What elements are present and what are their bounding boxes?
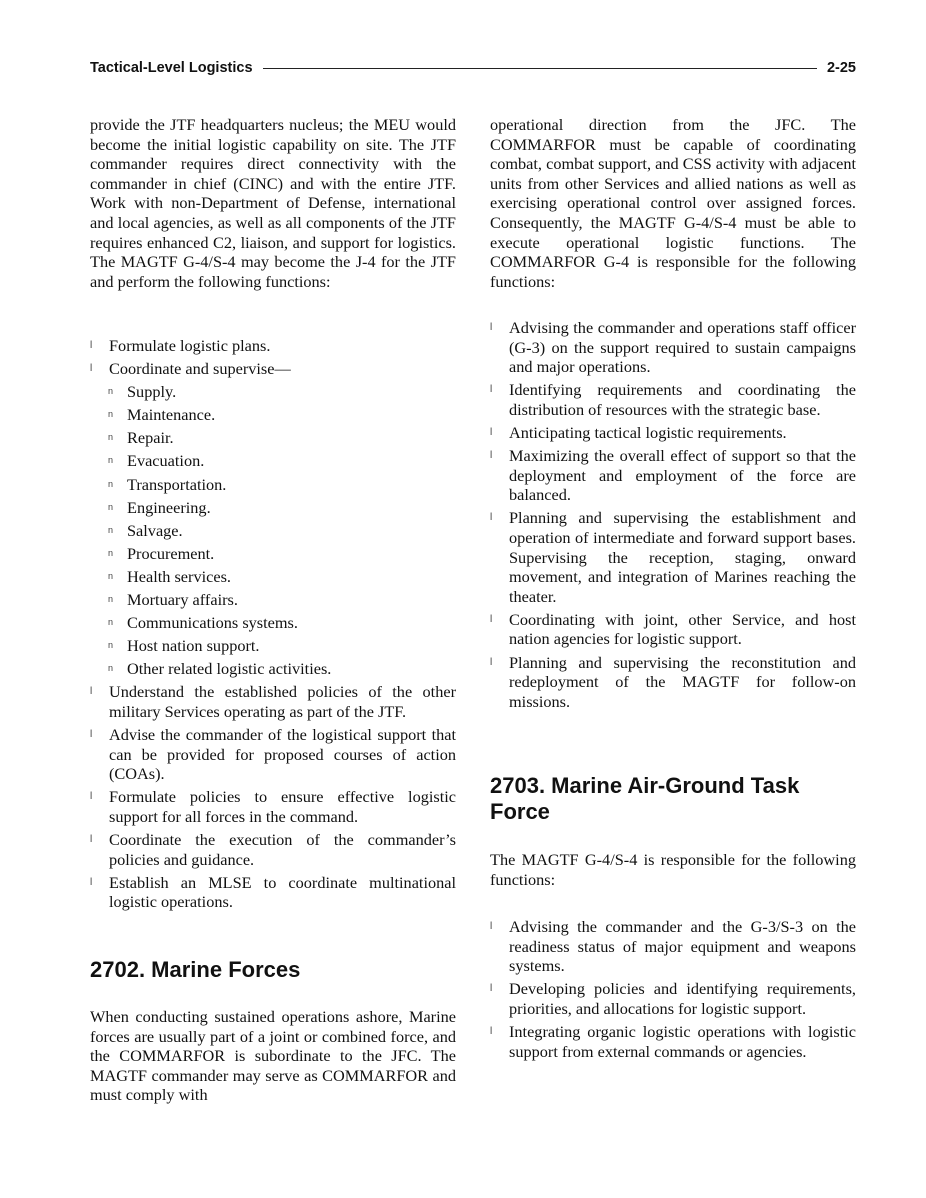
bullet-icon: l — [490, 656, 493, 668]
list-item — [90, 682, 456, 721]
bullet-icon: l — [490, 512, 493, 524]
list-item-text: Developing policies and identifying requirements, priorities, and allocations for logistic support. — [509, 979, 856, 1018]
sub-list-item — [90, 451, 456, 471]
list-item-text: Coordinate the execution of the commander’s policies and guidance. — [109, 830, 456, 869]
bullet-icon: l — [490, 921, 493, 932]
sub-bullet-icon: n — [108, 432, 114, 443]
left-section-para — [90, 1007, 456, 1105]
bullet-icon: l — [90, 876, 93, 888]
list-item-text: Maintenance. — [127, 405, 216, 425]
sub-list-item — [90, 567, 456, 587]
list-item-text: Salvage. — [127, 520, 183, 540]
list-item-text: Establish an MLSE to coordinate multinational logistic operations. — [109, 872, 456, 912]
list-item-text: Anticipating tactical logistic requirements. — [509, 422, 787, 442]
paragraph: operational direction from the JFC. The COMMARFOR must be capable of coordinating combat, combat support, and CSS activity with adjacent units from other Services and allied nations as well as exercising operational control over assigned forces. Consequently, the MAGTF G-4/S-4 must be able to execute operational logistic functions. The COMMARFOR G-4 is responsible for the following functions: — [490, 115, 856, 291]
list-item-text: Planning and supervising the reconstitution and redeployment of the MAGTF for follow-on missions. — [509, 652, 856, 711]
header-rule — [263, 68, 817, 69]
list-item — [90, 336, 456, 356]
page-number: 2-25 — [826, 60, 856, 76]
list-item — [90, 830, 456, 869]
header-title: Tactical-Level Logistics — [90, 60, 253, 76]
list-item — [90, 873, 456, 912]
sub-list-item — [90, 428, 456, 448]
sub-bullet-icon: n — [108, 386, 114, 397]
sub-list-item — [90, 659, 456, 679]
list-item-text: Repair. — [127, 428, 174, 448]
list-item — [490, 653, 856, 712]
right-section-para — [490, 850, 856, 889]
sub-list-item — [90, 475, 456, 495]
sub-bullet-icon: n — [108, 524, 114, 535]
list-item-text: Coordinating with joint, other Service, and host nation agencies for logistic support. — [509, 609, 856, 649]
bullet-icon: l — [90, 791, 93, 803]
section-heading-2703: 2703. Marine Air-Ground Task Force — [490, 773, 800, 824]
right-function-list — [490, 318, 856, 715]
sub-list-item — [90, 613, 456, 633]
bullet-icon: l — [490, 1025, 493, 1037]
sub-bullet-icon: n — [108, 640, 114, 651]
list-item-text: Other related logistic activities. — [127, 659, 332, 679]
bullet-icon: l — [90, 340, 93, 351]
list-item-text: Engineering. — [127, 497, 211, 517]
right-intro — [490, 115, 856, 291]
list-item-text: Identifying requirements and coordinating the distribution of resources with the strategic base. — [509, 380, 856, 419]
sub-list-item — [90, 521, 456, 541]
list-item-text: Mortuary affairs. — [127, 590, 238, 610]
paragraph: When conducting sustained operations ashore, Marine forces are usually part of a joint or combined force, and the COMMARFOR is subordinate to the JFC. The MAGTF commander may serve as COMMARFOR and must comply with — [90, 1007, 456, 1105]
list-item — [90, 725, 456, 784]
sub-bullet-icon: n — [108, 663, 114, 674]
bullet-icon: l — [490, 613, 493, 625]
list-item — [490, 508, 856, 606]
sub-bullet-icon: n — [108, 409, 114, 420]
list-item-text: Coordinate and supervise— — [109, 359, 291, 379]
list-item-text: Communications systems. — [127, 613, 298, 633]
list-item-text: Advise the commander of the logistical support that can be provided for proposed courses of action (COAs). — [109, 725, 456, 784]
bullet-icon: l — [90, 729, 93, 741]
bullet-icon: l — [490, 426, 493, 438]
bullet-icon: l — [90, 834, 93, 846]
sub-bullet-icon: n — [108, 478, 114, 489]
list-item — [490, 318, 856, 377]
list-item-text: Supply. — [127, 382, 177, 402]
right-function-list-2 — [490, 917, 856, 1065]
sub-bullet-icon: n — [108, 501, 114, 512]
bullet-icon: l — [490, 322, 493, 333]
bullet-icon: l — [490, 983, 493, 995]
list-item — [90, 359, 456, 379]
sub-list-item — [90, 498, 456, 518]
list-item-text: Understand the established policies of the other military Services operating as part of the JTF. — [109, 682, 456, 721]
sub-bullet-icon: n — [108, 594, 114, 605]
list-item — [490, 917, 856, 976]
bullet-icon: l — [90, 686, 93, 698]
list-item-text: Health services. — [127, 566, 231, 586]
paragraph: The MAGTF G-4/S-4 is responsible for the following functions: — [490, 850, 856, 889]
section-heading-2702: 2702. Marine Forces — [90, 957, 301, 982]
left-function-list — [90, 336, 456, 915]
list-item-text: Host nation support. — [127, 636, 260, 656]
list-item — [490, 979, 856, 1018]
sub-list-item — [90, 405, 456, 425]
list-item-text: Transportation. — [127, 474, 227, 494]
running-header — [90, 60, 856, 76]
list-item — [490, 610, 856, 649]
list-item — [490, 446, 856, 505]
list-item — [490, 380, 856, 419]
list-item-text: Integrating organic logistic operations with logistic support from external commands or agencies. — [509, 1021, 856, 1061]
sub-list-item — [90, 544, 456, 564]
sub-list-item — [90, 636, 456, 656]
sub-bullet-icon: n — [108, 455, 114, 466]
sub-list-item — [90, 590, 456, 610]
list-item-text: Formulate policies to ensure effective logistic support for all forces in the command. — [109, 787, 456, 826]
sub-list-item — [90, 382, 456, 402]
list-item-text: Advising the commander and operations staff officer (G-3) on the support required to sustain campaigns and major operations. — [509, 318, 856, 377]
sub-bullet-icon: n — [108, 617, 114, 628]
list-item-text: Advising the commander and the G-3/S-3 on the readiness status of major equipment and weapons systems. — [509, 917, 856, 976]
list-item-text: Formulate logistic plans. — [109, 336, 271, 355]
list-item-text: Evacuation. — [127, 451, 205, 471]
list-item-text: Maximizing the overall effect of support so that the deployment and employment of the force are balanced. — [509, 446, 856, 505]
left-intro — [90, 115, 456, 291]
list-item — [490, 1022, 856, 1061]
list-item — [90, 787, 456, 826]
bullet-icon: l — [90, 363, 93, 375]
list-item-text: Procurement. — [127, 543, 215, 563]
sub-bullet-icon: n — [108, 570, 114, 581]
list-item-text: Planning and supervising the establishment and operation of intermediate and forward support bases. Supervising the reception, staging, onward movement, and integration of Marines reaching the theater. — [509, 508, 856, 606]
paragraph: provide the JTF headquarters nucleus; the MEU would become the initial logistic capability on site. The JTF commander requires direct connectivity with the commander in chief (CINC) and with the entire JTF. Work with non-Department of Defense, international and local agencies, as well as all components of the JTF requires enhanced C2, liaison, and support for logistics. The MAGTF G-4/S-4 may become the J-4 for the JTF and perform the following functions: — [90, 115, 456, 291]
sub-bullet-icon: n — [108, 547, 114, 558]
list-item — [490, 423, 856, 443]
bullet-icon: l — [490, 384, 493, 396]
bullet-icon: l — [490, 450, 493, 462]
